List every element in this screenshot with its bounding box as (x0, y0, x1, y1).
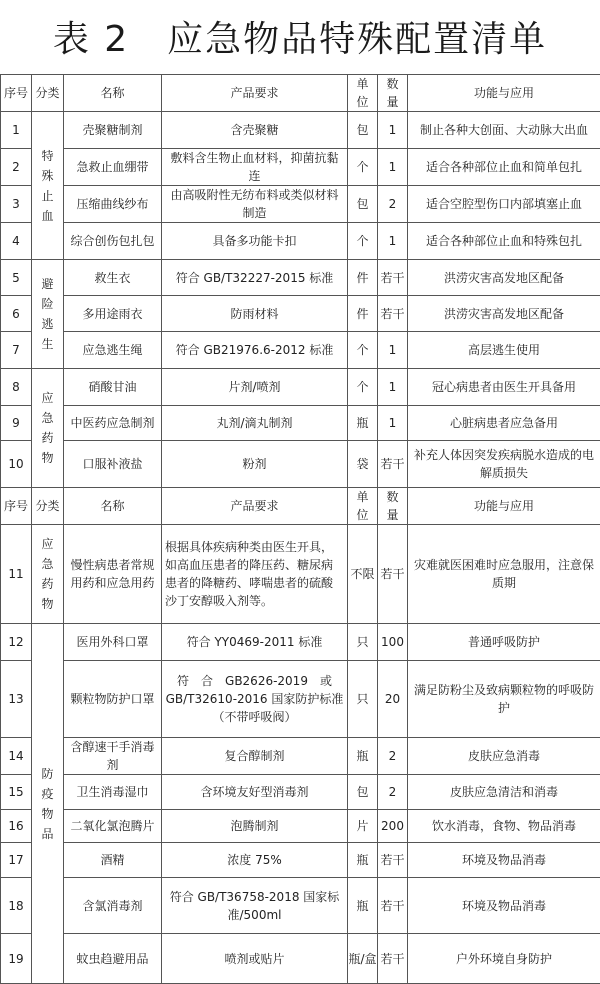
item-unit: 瓶 (348, 406, 378, 441)
item-quantity: 若干 (378, 934, 408, 984)
item-unit: 包 (348, 775, 378, 810)
item-function: 洪涝灾害高发地区配备 (408, 260, 600, 296)
row-number: 12 (1, 624, 32, 661)
item-unit: 个 (348, 149, 378, 186)
item-requirement: 敷料含生物止血材料，抑菌抗黏连 (162, 149, 348, 186)
item-unit: 不限 (348, 525, 378, 624)
category-label: 防疫物品 (41, 764, 55, 844)
item-quantity: 若干 (378, 843, 408, 878)
item-quantity: 1 (378, 406, 408, 441)
item-unit: 个 (348, 369, 378, 406)
row-number: 16 (1, 810, 32, 843)
row-number: 15 (1, 775, 32, 810)
category-label: 避险逃生 (41, 274, 55, 354)
item-function: 灾难就医困难时应急服用，注意保质期 (408, 525, 600, 624)
item-name: 中医药应急制剂 (64, 406, 162, 441)
item-name: 含醇速干手消毒剂 (64, 738, 162, 775)
item-quantity: 若干 (378, 441, 408, 488)
table-row (1, 810, 600, 843)
category-cell (32, 624, 64, 984)
item-unit: 瓶 (348, 843, 378, 878)
table-row (1, 332, 600, 369)
item-requirement: 含壳聚糖 (162, 112, 348, 149)
item-quantity: 1 (378, 369, 408, 406)
header-cell: 名称 (64, 488, 162, 525)
item-function: 满足防粉尘及致病颗粒物的呼吸防护 (408, 661, 600, 738)
row-number: 1 (1, 112, 32, 149)
item-unit: 包 (348, 112, 378, 149)
item-quantity: 1 (378, 223, 408, 260)
item-function: 环境及物品消毒 (408, 878, 600, 934)
item-requirement: 片剂/喷剂 (162, 369, 348, 406)
table-row (1, 661, 600, 738)
header-cell: 功能与应用 (408, 488, 600, 525)
item-quantity: 1 (378, 112, 408, 149)
item-requirement: 浓度 75% (162, 843, 348, 878)
header-cell: 单位 (348, 488, 378, 525)
table-row (1, 934, 600, 984)
table-row (1, 296, 600, 332)
header-cell: 序号 (1, 75, 32, 112)
item-requirement: 根据具体疾病种类由医生开具，如高血压患者的降压药、糖尿病患者的降糖药、哮喘患者的硫酸沙丁安醇吸入剂等。 (162, 525, 348, 624)
item-quantity: 若干 (378, 296, 408, 332)
header-cell: 数量 (378, 75, 408, 112)
item-quantity: 20 (378, 661, 408, 738)
row-number: 8 (1, 369, 32, 406)
item-quantity: 200 (378, 810, 408, 843)
item-function: 洪涝灾害高发地区配备 (408, 296, 600, 332)
item-requirement: 由高吸附性无纺布料或类似材料制造 (162, 186, 348, 223)
category-cell (32, 369, 64, 488)
item-unit: 只 (348, 661, 378, 738)
item-unit: 袋 (348, 441, 378, 488)
item-name: 应急逃生绳 (64, 332, 162, 369)
item-requirement: 丸剂/滴丸制剂 (162, 406, 348, 441)
header-cell: 数量 (378, 488, 408, 525)
row-number: 2 (1, 149, 32, 186)
item-quantity: 若干 (378, 260, 408, 296)
item-requirement: 符合 GB21976.6-2012 标准 (162, 332, 348, 369)
table-row (1, 843, 600, 878)
row-number: 4 (1, 223, 32, 260)
row-number: 10 (1, 441, 32, 488)
item-name: 二氧化氯泡腾片 (64, 810, 162, 843)
item-requirement: 复合醇制剂 (162, 738, 348, 775)
item-function: 普通呼吸防护 (408, 624, 600, 661)
row-number: 17 (1, 843, 32, 878)
header-cell: 分类 (32, 488, 64, 525)
item-name: 综合创伤包扎包 (64, 223, 162, 260)
header-cell: 分类 (32, 75, 64, 112)
item-function: 高层逃生使用 (408, 332, 600, 369)
item-function: 制止各种大创面、大动脉大出血 (408, 112, 600, 149)
item-name: 救生衣 (64, 260, 162, 296)
item-name: 硝酸甘油 (64, 369, 162, 406)
table-row (1, 260, 600, 296)
item-quantity: 2 (378, 186, 408, 223)
row-number: 14 (1, 738, 32, 775)
header-cell: 产品要求 (162, 488, 348, 525)
item-function: 适合各种部位止血和简单包扎 (408, 149, 600, 186)
item-function: 户外环境自身防护 (408, 934, 600, 984)
item-quantity: 若干 (378, 878, 408, 934)
table-row (1, 369, 600, 406)
item-name: 口服补液盐 (64, 441, 162, 488)
row-number: 13 (1, 661, 32, 738)
row-number: 3 (1, 186, 32, 223)
row-number: 6 (1, 296, 32, 332)
item-requirement: 具备多功能卡扣 (162, 223, 348, 260)
table-header-row (1, 75, 600, 112)
header-cell: 功能与应用 (408, 75, 600, 112)
item-name: 蚊虫趋避用品 (64, 934, 162, 984)
item-function: 冠心病患者由医生开具备用 (408, 369, 600, 406)
supplies-table (0, 74, 600, 984)
item-requirement: 泡腾制剂 (162, 810, 348, 843)
item-unit: 片 (348, 810, 378, 843)
item-requirement: 含环境友好型消毒剂 (162, 775, 348, 810)
item-function: 环境及物品消毒 (408, 843, 600, 878)
table-row (1, 738, 600, 775)
item-quantity: 100 (378, 624, 408, 661)
item-function: 皮肤应急消毒 (408, 738, 600, 775)
item-requirement: 符合 GB/T32227-2015 标准 (162, 260, 348, 296)
item-unit: 件 (348, 296, 378, 332)
item-function: 饮水消毒，食物、物品消毒 (408, 810, 600, 843)
item-requirement: 喷剂或贴片 (162, 934, 348, 984)
item-quantity: 1 (378, 149, 408, 186)
table-row (1, 775, 600, 810)
table-row (1, 186, 600, 223)
row-number: 19 (1, 934, 32, 984)
item-unit: 瓶 (348, 738, 378, 775)
header-cell: 名称 (64, 75, 162, 112)
table-row (1, 441, 600, 488)
item-unit: 个 (348, 223, 378, 260)
item-requirement (162, 661, 348, 738)
row-number: 7 (1, 332, 32, 369)
table-row (1, 878, 600, 934)
table-row (1, 149, 600, 186)
table-header-row (1, 488, 600, 525)
item-unit: 包 (348, 186, 378, 223)
requirement-line: GB/T32610-2016 国家防护标准（不带呼吸阀） (165, 690, 344, 726)
item-name: 压缩曲线纱布 (64, 186, 162, 223)
row-number: 18 (1, 878, 32, 934)
item-quantity: 2 (378, 738, 408, 775)
item-name: 颗粒物防护口罩 (64, 661, 162, 738)
item-function: 适合空腔型伤口内部填塞止血 (408, 186, 600, 223)
item-requirement: 粉剂 (162, 441, 348, 488)
table-row (1, 525, 600, 624)
item-quantity: 若干 (378, 525, 408, 624)
item-name: 卫生消毒湿巾 (64, 775, 162, 810)
item-quantity: 1 (378, 332, 408, 369)
header-cell: 产品要求 (162, 75, 348, 112)
item-name: 多用途雨衣 (64, 296, 162, 332)
item-function: 补充人体因突发疾病脱水造成的电解质损失 (408, 441, 600, 488)
row-number: 9 (1, 406, 32, 441)
item-function: 适合各种部位止血和特殊包扎 (408, 223, 600, 260)
item-requirement: 符合 GB/T36758-2018 国家标准/500ml (162, 878, 348, 934)
item-quantity: 2 (378, 775, 408, 810)
item-unit: 只 (348, 624, 378, 661)
item-function: 心脏病患者应急备用 (408, 406, 600, 441)
item-unit: 瓶 (348, 878, 378, 934)
header-cell: 序号 (1, 488, 32, 525)
table-row (1, 112, 600, 149)
page-title: 表 2 应急物品特殊配置清单 (0, 14, 600, 66)
item-requirement: 防雨材料 (162, 296, 348, 332)
item-name: 医用外科口罩 (64, 624, 162, 661)
category-label: 应急药物 (41, 534, 55, 614)
category-cell (32, 525, 64, 624)
row-number: 5 (1, 260, 32, 296)
item-unit: 件 (348, 260, 378, 296)
item-name: 酒精 (64, 843, 162, 878)
category-cell (32, 260, 64, 369)
row-number: 11 (1, 525, 32, 624)
item-name: 慢性病患者常规用药和应急用药 (64, 525, 162, 624)
item-unit: 个 (348, 332, 378, 369)
table-row (1, 624, 600, 661)
item-requirement: 符合 YY0469-2011 标准 (162, 624, 348, 661)
requirement-line: 符 合 GB2626-2019 或 (165, 672, 344, 690)
table-row (1, 406, 600, 441)
category-cell (32, 112, 64, 260)
header-cell: 单位 (348, 75, 378, 112)
category-label: 特殊止血 (41, 146, 55, 226)
category-label: 应急药物 (41, 388, 55, 468)
item-function: 皮肤应急清洁和消毒 (408, 775, 600, 810)
item-name: 含氯消毒剂 (64, 878, 162, 934)
table-row (1, 223, 600, 260)
item-name: 急救止血绷带 (64, 149, 162, 186)
item-unit: 瓶/盒 (348, 934, 378, 984)
item-name: 壳聚糖制剂 (64, 112, 162, 149)
